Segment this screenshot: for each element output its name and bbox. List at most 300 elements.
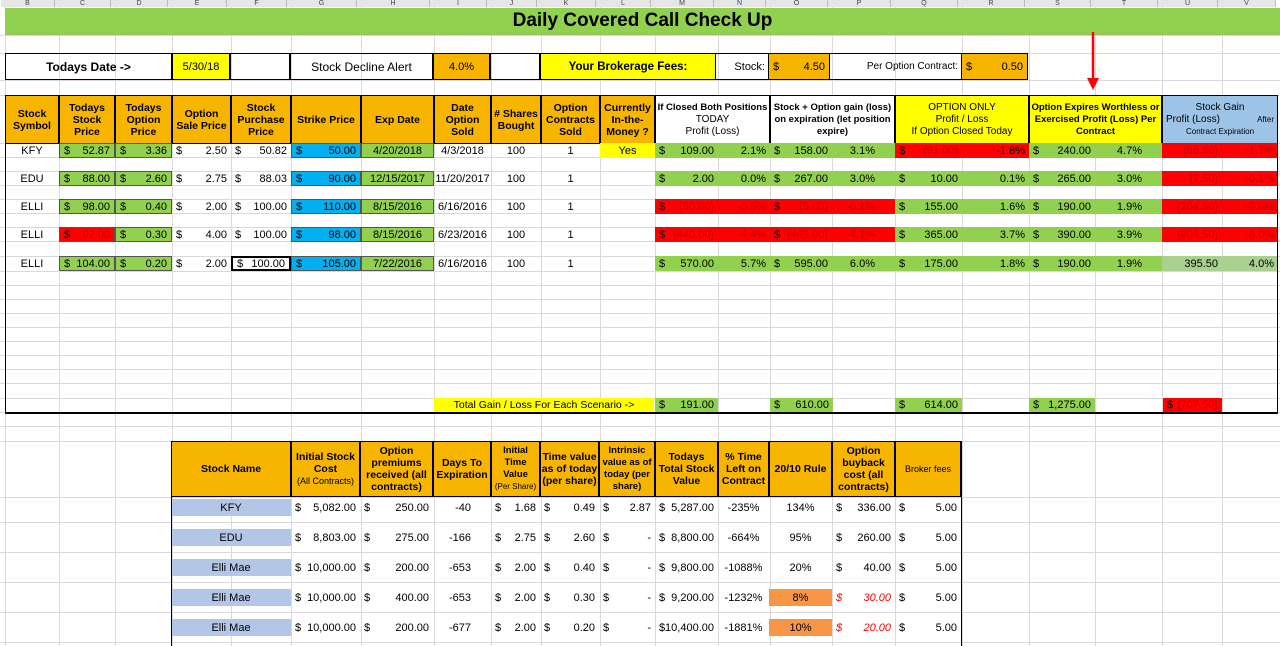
currency-symbol: $ <box>120 200 127 213</box>
value: 3.9% <box>1116 228 1142 241</box>
symbol-text: ELLI <box>20 257 44 270</box>
value: 5.00 <box>935 621 957 634</box>
value: -2.0% <box>1245 200 1274 213</box>
header-text: Exp Date <box>375 113 420 126</box>
total-stock-option-value: 610.00 <box>795 399 829 411</box>
header-text: Profit (Loss) <box>1166 113 1220 125</box>
currency-symbol: $ <box>659 399 666 411</box>
value: 3.0% <box>1116 172 1142 185</box>
currency-symbol: $ <box>495 531 502 544</box>
currency-symbol: $ <box>774 228 781 241</box>
currency-symbol: $ <box>966 60 973 73</box>
value: 1.8% <box>999 257 1025 270</box>
currency-symbol: $ <box>899 144 906 157</box>
column-letter[interactable]: E <box>168 0 227 7</box>
header-text: Stock Name <box>200 463 262 475</box>
value: -1.8% <box>996 144 1025 157</box>
header-text: Option buyback cost (all contracts) <box>838 445 889 493</box>
currency-symbol: $ <box>603 501 610 514</box>
value: -653 <box>448 561 471 574</box>
value: - <box>647 591 651 604</box>
currency-symbol: $ <box>544 561 551 574</box>
value: -1088% <box>724 561 763 574</box>
column-letter[interactable]: J <box>487 0 537 7</box>
value: 5,082.00 <box>313 501 356 514</box>
value: 6/16/2016 <box>438 257 487 270</box>
value: -235% <box>727 501 760 514</box>
currency-symbol: $ <box>836 531 843 544</box>
total-expires-value: 1,275.00 <box>1048 399 1091 411</box>
currency-symbol: $ <box>296 172 303 185</box>
value: - <box>647 531 651 544</box>
value: 90.00 <box>328 172 356 185</box>
value: 2.60 <box>573 531 595 544</box>
value: 10,000.00 <box>307 561 356 574</box>
header-text: Stock Purchase Price <box>237 101 285 138</box>
currency-symbol: $ <box>774 257 781 270</box>
header-text: If Closed Both Positions <box>657 101 768 113</box>
currency-symbol: $ <box>774 144 781 157</box>
currency-symbol: $ <box>1033 172 1040 185</box>
currency-symbol: $ <box>295 531 302 544</box>
upper-table-frame <box>5 95 1278 414</box>
value: 20.00 <box>863 621 891 634</box>
currency-symbol: $ <box>659 501 666 514</box>
header-text: Option Sale Price <box>176 107 227 132</box>
header-text: Date Option Sold <box>445 101 480 138</box>
value: 105.00 <box>322 257 356 270</box>
currency-symbol: $ <box>296 257 303 270</box>
header-text: If Option Closed Today <box>911 125 1013 137</box>
value: (440.00) <box>673 228 714 241</box>
value: 95% <box>789 531 812 544</box>
currency-symbol: $ <box>176 257 183 270</box>
value: 100 <box>506 257 526 270</box>
value: Elli Mae <box>211 591 251 604</box>
currency-symbol: $ <box>495 621 502 634</box>
value: 8,800.00 <box>671 531 714 544</box>
value: Elli Mae <box>211 621 251 634</box>
currency-symbol: $ <box>120 257 127 270</box>
value: 4.7% <box>1116 144 1142 157</box>
value: 10% <box>789 621 812 634</box>
value: -0.1% <box>1245 172 1274 185</box>
header-text: (Per Share) <box>494 482 537 491</box>
value: 8,803.00 <box>313 531 356 544</box>
column-letter[interactable]: O <box>766 0 828 7</box>
value: 1.9% <box>1116 200 1142 213</box>
currency-symbol: $ <box>774 399 781 411</box>
value: 5.00 <box>935 531 957 544</box>
currency-symbol: $ <box>659 257 666 270</box>
value: 6.0% <box>849 257 875 270</box>
value: 0.30 <box>573 591 595 604</box>
value: (204.50) <box>1177 200 1218 213</box>
upper-table-bottom-border <box>5 412 1278 414</box>
value: 267.00 <box>794 172 828 185</box>
brokerage-fees-label: Your Brokerage Fees: <box>540 53 716 80</box>
lower-table-frame <box>171 441 962 646</box>
value: 98.00 <box>82 200 110 213</box>
value: -664% <box>727 531 760 544</box>
value: (5.00) <box>799 200 828 213</box>
total-stock-gain <box>1163 398 1222 412</box>
value: 88.00 <box>82 172 110 185</box>
column-letter[interactable]: C <box>55 0 111 7</box>
currency-symbol: $ <box>836 591 843 604</box>
value: Yes <box>618 144 637 157</box>
currency-symbol: $ <box>364 561 371 574</box>
currency-symbol: $ <box>364 501 371 514</box>
value: Elli Mae <box>211 561 251 574</box>
currency-symbol: $ <box>64 200 71 213</box>
value: 190.00 <box>1057 257 1091 270</box>
value: 200.00 <box>395 621 429 634</box>
value: 1 <box>567 200 574 213</box>
column-letter[interactable]: S <box>1025 0 1091 7</box>
column-letter[interactable]: T <box>1091 0 1158 7</box>
currency-symbol: $ <box>120 144 127 157</box>
currency-symbol: $ <box>603 591 610 604</box>
value: -677 <box>448 621 471 634</box>
symbol-text: ELLI <box>20 200 44 213</box>
header-text: Option Expires Worthless or Exercised Profit (Loss) Per Contract <box>1031 101 1160 137</box>
currency-symbol: $ <box>1033 399 1040 411</box>
value: 2.00 <box>205 200 227 213</box>
value: 3.36 <box>145 144 167 157</box>
column-letter[interactable]: L <box>596 0 651 7</box>
currency-symbol: $ <box>296 200 303 213</box>
header-text: Initial Time Value <box>503 445 528 480</box>
header-text: # Shares Bought <box>494 107 538 132</box>
header-text: Todays Option Price <box>125 101 162 138</box>
value: -4.1% <box>846 228 875 241</box>
stock-fee-label: Stock: <box>716 53 768 80</box>
header-text: Broker fees <box>904 464 952 474</box>
currency-symbol: $ <box>64 228 71 241</box>
value: 4/20/2018 <box>373 144 422 157</box>
header-text: Contract Expiration <box>1185 126 1255 136</box>
value: 100 <box>506 172 526 185</box>
value: 0.40 <box>573 561 595 574</box>
currency-symbol: $ <box>237 257 244 270</box>
empty-cell <box>230 53 290 80</box>
value: EDU <box>219 531 243 544</box>
value: 158.00 <box>794 144 828 157</box>
value: 5.7% <box>740 257 766 270</box>
column-letter[interactable]: R <box>958 0 1025 7</box>
column-letter[interactable]: N <box>714 0 766 7</box>
value: 395.50 <box>1184 257 1218 270</box>
currency-symbol: $ <box>176 228 183 241</box>
header-text: Profit (Loss) <box>685 125 740 137</box>
value: KFY <box>220 501 242 514</box>
value: 110.00 <box>323 200 356 213</box>
value: 1 <box>567 228 574 241</box>
value: 265.00 <box>1057 172 1091 185</box>
header-text: Days To Expiration <box>436 457 488 481</box>
value: 5,287.00 <box>671 501 714 514</box>
currency-symbol: $ <box>1033 200 1040 213</box>
column-letter[interactable]: Q <box>891 0 958 7</box>
option-fee-label: Per Option Contract: <box>830 53 961 80</box>
sheet-title: Daily Covered Call Check Up <box>5 8 1280 35</box>
currency-symbol: $ <box>544 501 551 514</box>
value: 4.0% <box>1248 257 1274 270</box>
column-letter[interactable]: P <box>828 0 891 7</box>
currency-symbol: $ <box>659 172 666 185</box>
value: 400.00 <box>395 591 429 604</box>
value: 0.0% <box>740 172 766 185</box>
empty-cell <box>490 53 540 80</box>
value: 0.1% <box>999 172 1025 185</box>
value: 1 <box>567 144 574 157</box>
value: 7/22/2016 <box>373 257 422 270</box>
header-text: Option Contracts Sold <box>545 101 595 138</box>
value: 6/16/2016 <box>438 200 487 213</box>
value: 1.6% <box>999 200 1025 213</box>
value: 98.00 <box>328 228 356 241</box>
value: 3.1% <box>849 144 875 157</box>
value: 4.00 <box>205 228 227 241</box>
total-expires <box>1029 398 1095 412</box>
value: 2.00 <box>514 591 536 604</box>
currency-symbol: $ <box>659 531 666 544</box>
value: 0.20 <box>573 621 595 634</box>
value: 100 <box>506 200 526 213</box>
value: 5.00 <box>935 591 957 604</box>
total-option-only-value: 614.00 <box>924 399 958 411</box>
value: 8/15/2016 <box>373 228 422 241</box>
currency-symbol: $ <box>296 228 303 241</box>
currency-symbol: $ <box>495 591 502 604</box>
header-text: After <box>1257 114 1274 124</box>
currency-symbol: $ <box>176 144 183 157</box>
currency-symbol: $ <box>836 621 843 634</box>
value: -1.7% <box>1245 144 1274 157</box>
currency-symbol: $ <box>773 60 780 73</box>
currency-symbol: $ <box>64 172 71 185</box>
value: (405.00) <box>787 228 828 241</box>
value: 6/23/2016 <box>438 228 487 241</box>
column-letter[interactable]: I <box>430 0 487 7</box>
value: 100.00 <box>253 228 287 241</box>
column-letter[interactable]: H <box>357 0 430 7</box>
currency-symbol: $ <box>899 399 906 411</box>
value: 0.20 <box>145 257 167 270</box>
currency-symbol: $ <box>899 257 906 270</box>
currency-symbol: $ <box>836 561 843 574</box>
value: 50.82 <box>259 144 287 157</box>
currency-symbol: $ <box>659 228 666 241</box>
todays-date-value[interactable]: 5/30/18 <box>172 53 230 80</box>
currency-symbol: $ <box>176 172 183 185</box>
currency-symbol: $ <box>364 591 371 604</box>
currency-symbol: $ <box>364 531 371 544</box>
currency-symbol: $ <box>544 591 551 604</box>
value: -40 <box>455 501 471 514</box>
value: 260.00 <box>857 531 891 544</box>
currency-symbol: $ <box>899 591 906 604</box>
value: 1.68 <box>514 501 536 514</box>
value: 20% <box>789 561 812 574</box>
value: -0.5% <box>737 200 766 213</box>
column-letter[interactable]: K <box>537 0 596 7</box>
value: 50.00 <box>328 144 356 157</box>
value: 40.00 <box>863 561 891 574</box>
currency-symbol: $ <box>295 501 302 514</box>
value: - <box>647 621 651 634</box>
value: 12/15/2017 <box>369 172 426 185</box>
total-closed-both <box>655 398 718 412</box>
value: 365.00 <box>924 228 958 241</box>
value: 8% <box>792 591 809 604</box>
value: 3.0% <box>849 172 875 185</box>
value: 100 <box>506 228 526 241</box>
value: 275.00 <box>395 531 429 544</box>
value: 1 <box>567 257 574 270</box>
value: -1232% <box>724 591 763 604</box>
header-text: Todays Stock Price <box>69 101 105 138</box>
currency-symbol: $ <box>899 531 906 544</box>
header-text: (All Contracts) <box>296 476 354 486</box>
value: -0.1% <box>846 200 875 213</box>
value: 92.00 <box>82 228 110 241</box>
currency-symbol: $ <box>120 228 127 241</box>
currency-symbol: $ <box>836 501 843 514</box>
header-text: Stock Gain <box>1195 101 1245 113</box>
currency-symbol: $ <box>296 144 303 157</box>
currency-symbol: $ <box>659 200 666 213</box>
value: 2.00 <box>514 561 536 574</box>
currency-symbol: $ <box>64 257 71 270</box>
grid-line <box>0 426 1280 427</box>
value: 2.75 <box>205 172 227 185</box>
currency-symbol: $ <box>64 144 71 157</box>
header-text: Todays Total Stock Value <box>658 451 715 487</box>
value: 0.30 <box>145 228 167 241</box>
value: - <box>647 561 651 574</box>
value: (50.00) <box>679 200 714 213</box>
currency-symbol: $ <box>295 561 302 574</box>
currency-symbol: $ <box>364 621 371 634</box>
currency-symbol: $ <box>659 591 666 604</box>
value: 1.9% <box>1116 257 1142 270</box>
value: 3.7% <box>999 228 1025 241</box>
currency-symbol: $ <box>1033 228 1040 241</box>
value: (86.50) <box>1183 144 1218 157</box>
currency-symbol: $ <box>774 172 781 185</box>
column-letter[interactable]: F <box>227 0 287 7</box>
value: 10.00 <box>930 172 958 185</box>
currency-symbol: $ <box>774 200 781 213</box>
currency-symbol: $ <box>899 200 906 213</box>
value: -166 <box>448 531 471 544</box>
value: 88.03 <box>259 172 287 185</box>
value: 2.75 <box>514 531 536 544</box>
column-letter[interactable]: V <box>1218 0 1276 7</box>
value: 5.00 <box>935 561 957 574</box>
column-letter[interactable]: M <box>651 0 714 7</box>
currency-symbol: $ <box>899 228 906 241</box>
header-text: Profit / Loss <box>935 113 989 125</box>
value: 9,800.00 <box>671 561 714 574</box>
value: 390.00 <box>1057 228 1091 241</box>
value: 4/3/2018 <box>441 144 484 157</box>
red-arrow-icon <box>1086 30 1100 92</box>
header-text: Option premiums received (all contracts) <box>366 445 427 493</box>
stock-fee-value[interactable] <box>768 53 830 80</box>
currency-symbol: $ <box>899 621 906 634</box>
currency-symbol: $ <box>235 200 242 213</box>
value: -1881% <box>724 621 763 634</box>
symbol-text: EDU <box>20 172 44 185</box>
header-text: Time value as of today (per share) <box>541 451 598 487</box>
header-text: Currently In-the-Money ? <box>604 101 651 138</box>
value: 2.1% <box>740 144 766 157</box>
currency-symbol: $ <box>235 228 242 241</box>
value: 2.60 <box>145 172 167 185</box>
decline-alert-label: Stock Decline Alert <box>290 53 433 80</box>
value: 0.40 <box>145 200 167 213</box>
currency-symbol: $ <box>659 144 666 157</box>
column-letter[interactable]: B <box>1 0 55 7</box>
column-letter[interactable]: G <box>287 0 357 7</box>
value: -653 <box>448 591 471 604</box>
value: 8/15/2016 <box>373 200 422 213</box>
value: 100.00 <box>251 257 285 270</box>
todays-date-label: Todays Date -> <box>5 53 172 80</box>
total-closed-both-value: 191.00 <box>680 399 714 411</box>
header-text: TODAY <box>695 113 730 125</box>
decline-alert-value[interactable]: 4.0% <box>433 53 490 80</box>
total-stock-option <box>770 398 833 412</box>
value: 200.00 <box>395 561 429 574</box>
value: 52.87 <box>82 144 110 157</box>
value: 100.00 <box>253 200 287 213</box>
currency-symbol: $ <box>1033 257 1040 270</box>
column-letter[interactable]: D <box>111 0 168 7</box>
header-text: Stock Symbol <box>13 107 51 132</box>
value: 240.00 <box>1057 144 1091 157</box>
column-letter[interactable]: U <box>1158 0 1218 7</box>
symbol-text: KFY <box>21 144 43 157</box>
currency-symbol: $ <box>295 591 302 604</box>
value: 2.00 <box>692 172 714 185</box>
value: -4.4% <box>737 228 766 241</box>
option-fee-value[interactable] <box>961 53 1028 80</box>
header-text: Intrinsic value as of today (per share) <box>602 445 652 492</box>
value: 2.50 <box>205 144 227 157</box>
value: 336.00 <box>857 501 891 514</box>
currency-symbol: $ <box>899 561 906 574</box>
value: 9,200.00 <box>671 591 714 604</box>
value: 30.00 <box>863 591 891 604</box>
value: -8.0% <box>1245 228 1274 241</box>
value: 1 <box>567 172 574 185</box>
value: 134% <box>786 501 815 514</box>
value: 11/20/2017 <box>435 172 490 185</box>
option-fee-amount: 0.50 <box>1001 60 1023 73</box>
stock-fee-amount: 4.50 <box>803 60 825 73</box>
symbol-text: ELLI <box>20 228 44 241</box>
header-text: Initial Stock Cost <box>296 451 355 475</box>
value: 2.00 <box>514 621 536 634</box>
currency-symbol: $ <box>603 621 610 634</box>
value: 175.00 <box>924 257 958 270</box>
total-stock-gain-value: (707.50) <box>1177 399 1218 411</box>
currency-symbol: $ <box>1033 144 1040 157</box>
